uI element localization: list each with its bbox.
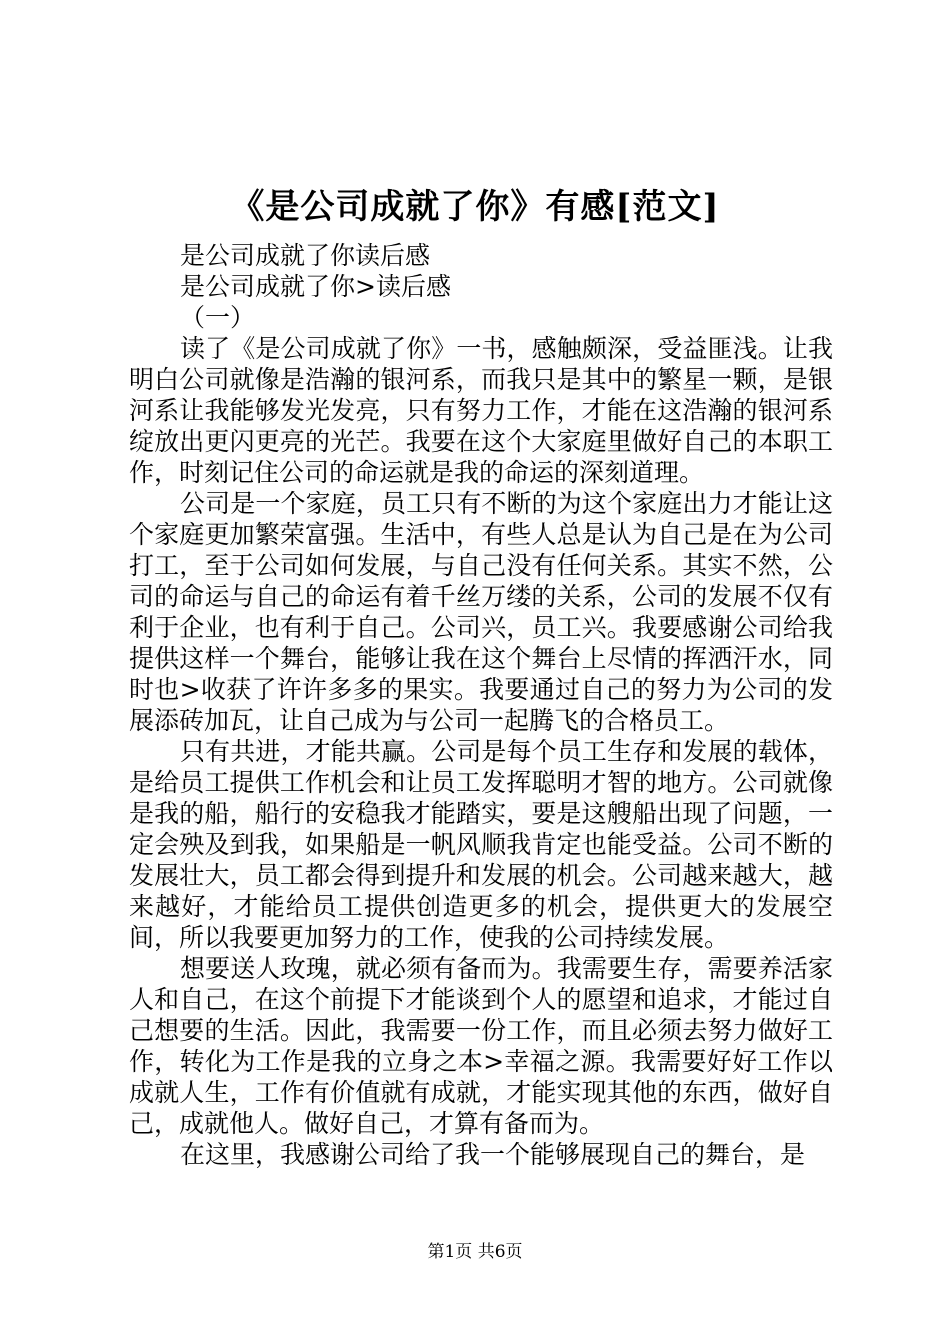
- subtitle-line-1: 是公司成就了你读后感: [180, 241, 431, 270]
- paragraph-4: 想要送人玫瑰，就必须有备而为。我需要生存，需要养活家人和自己，在这个前提下才能谈到个人的愿望和追求，才能过自己想要的生活。因此，我需要一份工作，而且必须去努力做好工作，转化为工作是我的立身之本>幸福之源。我需要好好工作以成就人生，工作有价值就有成就，才能实现其他的东西，做好自己，成就他人。做好自己，才算有备而为。: [129, 954, 833, 1138]
- paragraph-5: 在这里，我感谢公司给了我一个能够展现自己的舞台，是: [180, 1140, 806, 1169]
- section-label: （一）: [180, 303, 256, 332]
- paragraph-2: 公司是一个家庭，员工只有不断的为这个家庭出力才能让这个家庭更加繁荣富强。生活中，有些人总是认为自己是在为公司打工，至于公司如何发展，与自己没有任何关系。其实不然，公司的命运与自己的命运有着千丝万缕的关系，公司的发展不仅有利于企业，也有利于自己。公司兴，员工兴。我要感谢公司给我提供这样一个舞台，能够让我在这个舞台上尽情的挥洒汗水，同时也>收获了许许多多的果实。我要通过自己的努力为公司的发展添砖加瓦，让自己成为与公司一起腾飞的合格员工。: [129, 489, 833, 735]
- page-footer: 第1页 共6页: [427, 1242, 523, 1262]
- document-body: [129, 240, 833, 1170]
- paragraph-3: 只有共进，才能共赢。公司是每个员工生存和发展的载体，是给员工提供工作机会和让员工发挥聪明才智的地方。公司就像是我的船，船行的安稳我才能踏实，要是这艘船出现了问题，一定会殃及到我，如果船是一帆风顺我肯定也能受益。公司不断的发展壮大，员工都会得到提升和发展的机会。公司越来越大，越来越好，才能给员工提供创造更多的机会，提供更大的发展空间，所以我要更加努力的工作，使我的公司持续发展。: [129, 737, 833, 952]
- subtitle-line-2: 是公司成就了你>读后感: [180, 272, 451, 301]
- paragraph-1: 读了《是公司成就了你》一书，感触颇深，受益匪浅。让我明白公司就像是浩瀚的银河系，而我只是其中的繁星一颗，是银河系让我能够发光发亮，只有努力工作，才能在这浩瀚的银河系绽放出更闪更亮的光芒。我要在这个大家庭里做好自己的本职工作，时刻记住公司的命运就是我的命运的深刻道理。: [129, 334, 833, 487]
- document-title: 《是公司成就了你》有感[范文]: [230, 187, 720, 227]
